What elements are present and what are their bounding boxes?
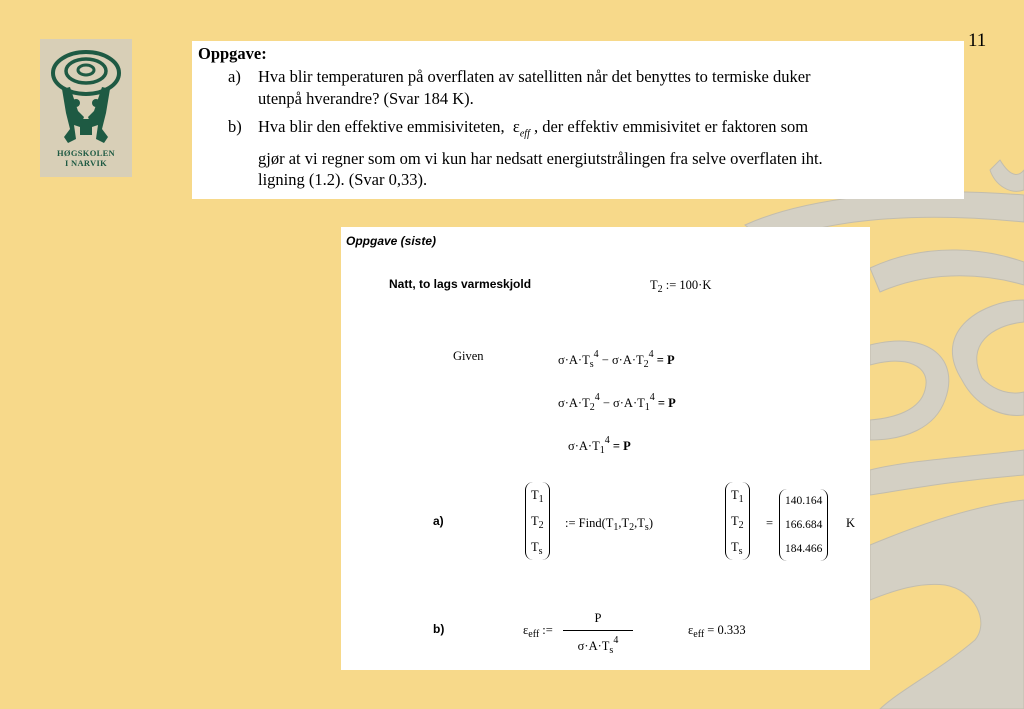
part-a-label: a) [433,514,444,528]
vector-t2: $T_2$ [531,514,544,531]
task-box [192,41,964,199]
task-b-line1-pre: Hva blir den effektive emmisiviteten, [258,117,505,136]
equals-sign: = [766,516,774,530]
fraction-denominator: $\sigma\cdot A\cdot T_s^4$ [577,635,619,656]
task-b-line1-post: , der effektiv emmisivitet er faktoren som [533,117,809,136]
eps-eff-fraction [563,611,633,656]
results-vars-vector [725,482,750,560]
mathcad-worksheet [341,227,870,670]
task-a-line2: utenpå hverandre? (Svar 184 K). [258,89,474,108]
t2-definition: $T_2$ := 100·K [650,278,712,295]
vector-t1: $T_1$ [531,488,544,505]
eps-eff-definition: $\varepsilon_{eff}$ := [523,623,553,640]
equation-2: $\sigma\cdot A\cdot T_2^4 - \sigma\cdot A\cdot T_1^4 = P$ [558,392,676,413]
epsilon-eff-symbol: $\varepsilon_{eff}$ [512,117,530,140]
vector-ts: $T_s$ [531,540,543,557]
result-unit: K [846,516,856,530]
fraction-numerator: P [563,611,633,631]
school-logo [40,39,132,177]
part-b-label: b) [433,622,445,636]
task-b-line3: ligning (1.2). (Svar 0,33). [258,170,428,189]
unknowns-vector [525,482,550,560]
equation-3: $\sigma\cdot A\cdot T_1^4 = P$ [568,435,631,456]
task-a-label: a) [228,67,241,86]
result-var-t2: $T_2$ [731,514,744,531]
results-values-vector [779,489,828,561]
result-t1-value: 140.164 [785,495,823,507]
find-call: := $Find(T_1,T_2,T_s)$ [565,516,653,533]
result-ts-value: 184.466 [785,543,823,555]
task-b-line1 [258,116,963,144]
page-number: 11 [968,30,987,51]
task-title: Oppgave: [198,44,267,63]
worksheet-title: Oppgave (siste) [346,234,437,248]
result-var-ts: $T_s$ [731,540,743,557]
result-t2-value: 166.684 [785,519,823,531]
task-a-line1: Hva blir temperaturen på overflaten av satellitten når det benyttes to termiske duker [258,67,811,86]
worksheet-subtitle: Natt, to lags varmeskjold [389,277,532,291]
task-b-line2: gjør at vi regner som om vi kun har nedsatt energiutstrålingen fra selve overflaten iht. [258,149,823,168]
result-var-t1: $T_1$ [731,488,744,505]
logo-text-line1: HØGSKOLEN [57,148,115,158]
given-label: Given [453,349,484,363]
logo-text-line2: I NARVIK [64,158,107,168]
task-b-label: b) [228,117,242,136]
equation-1: $\sigma\cdot A\cdot T_s^4 - \sigma\cdot A\cdot T_2^4 = P$ [558,349,675,370]
eps-eff-result: $\varepsilon_{eff} = 0.333$ [688,623,746,640]
